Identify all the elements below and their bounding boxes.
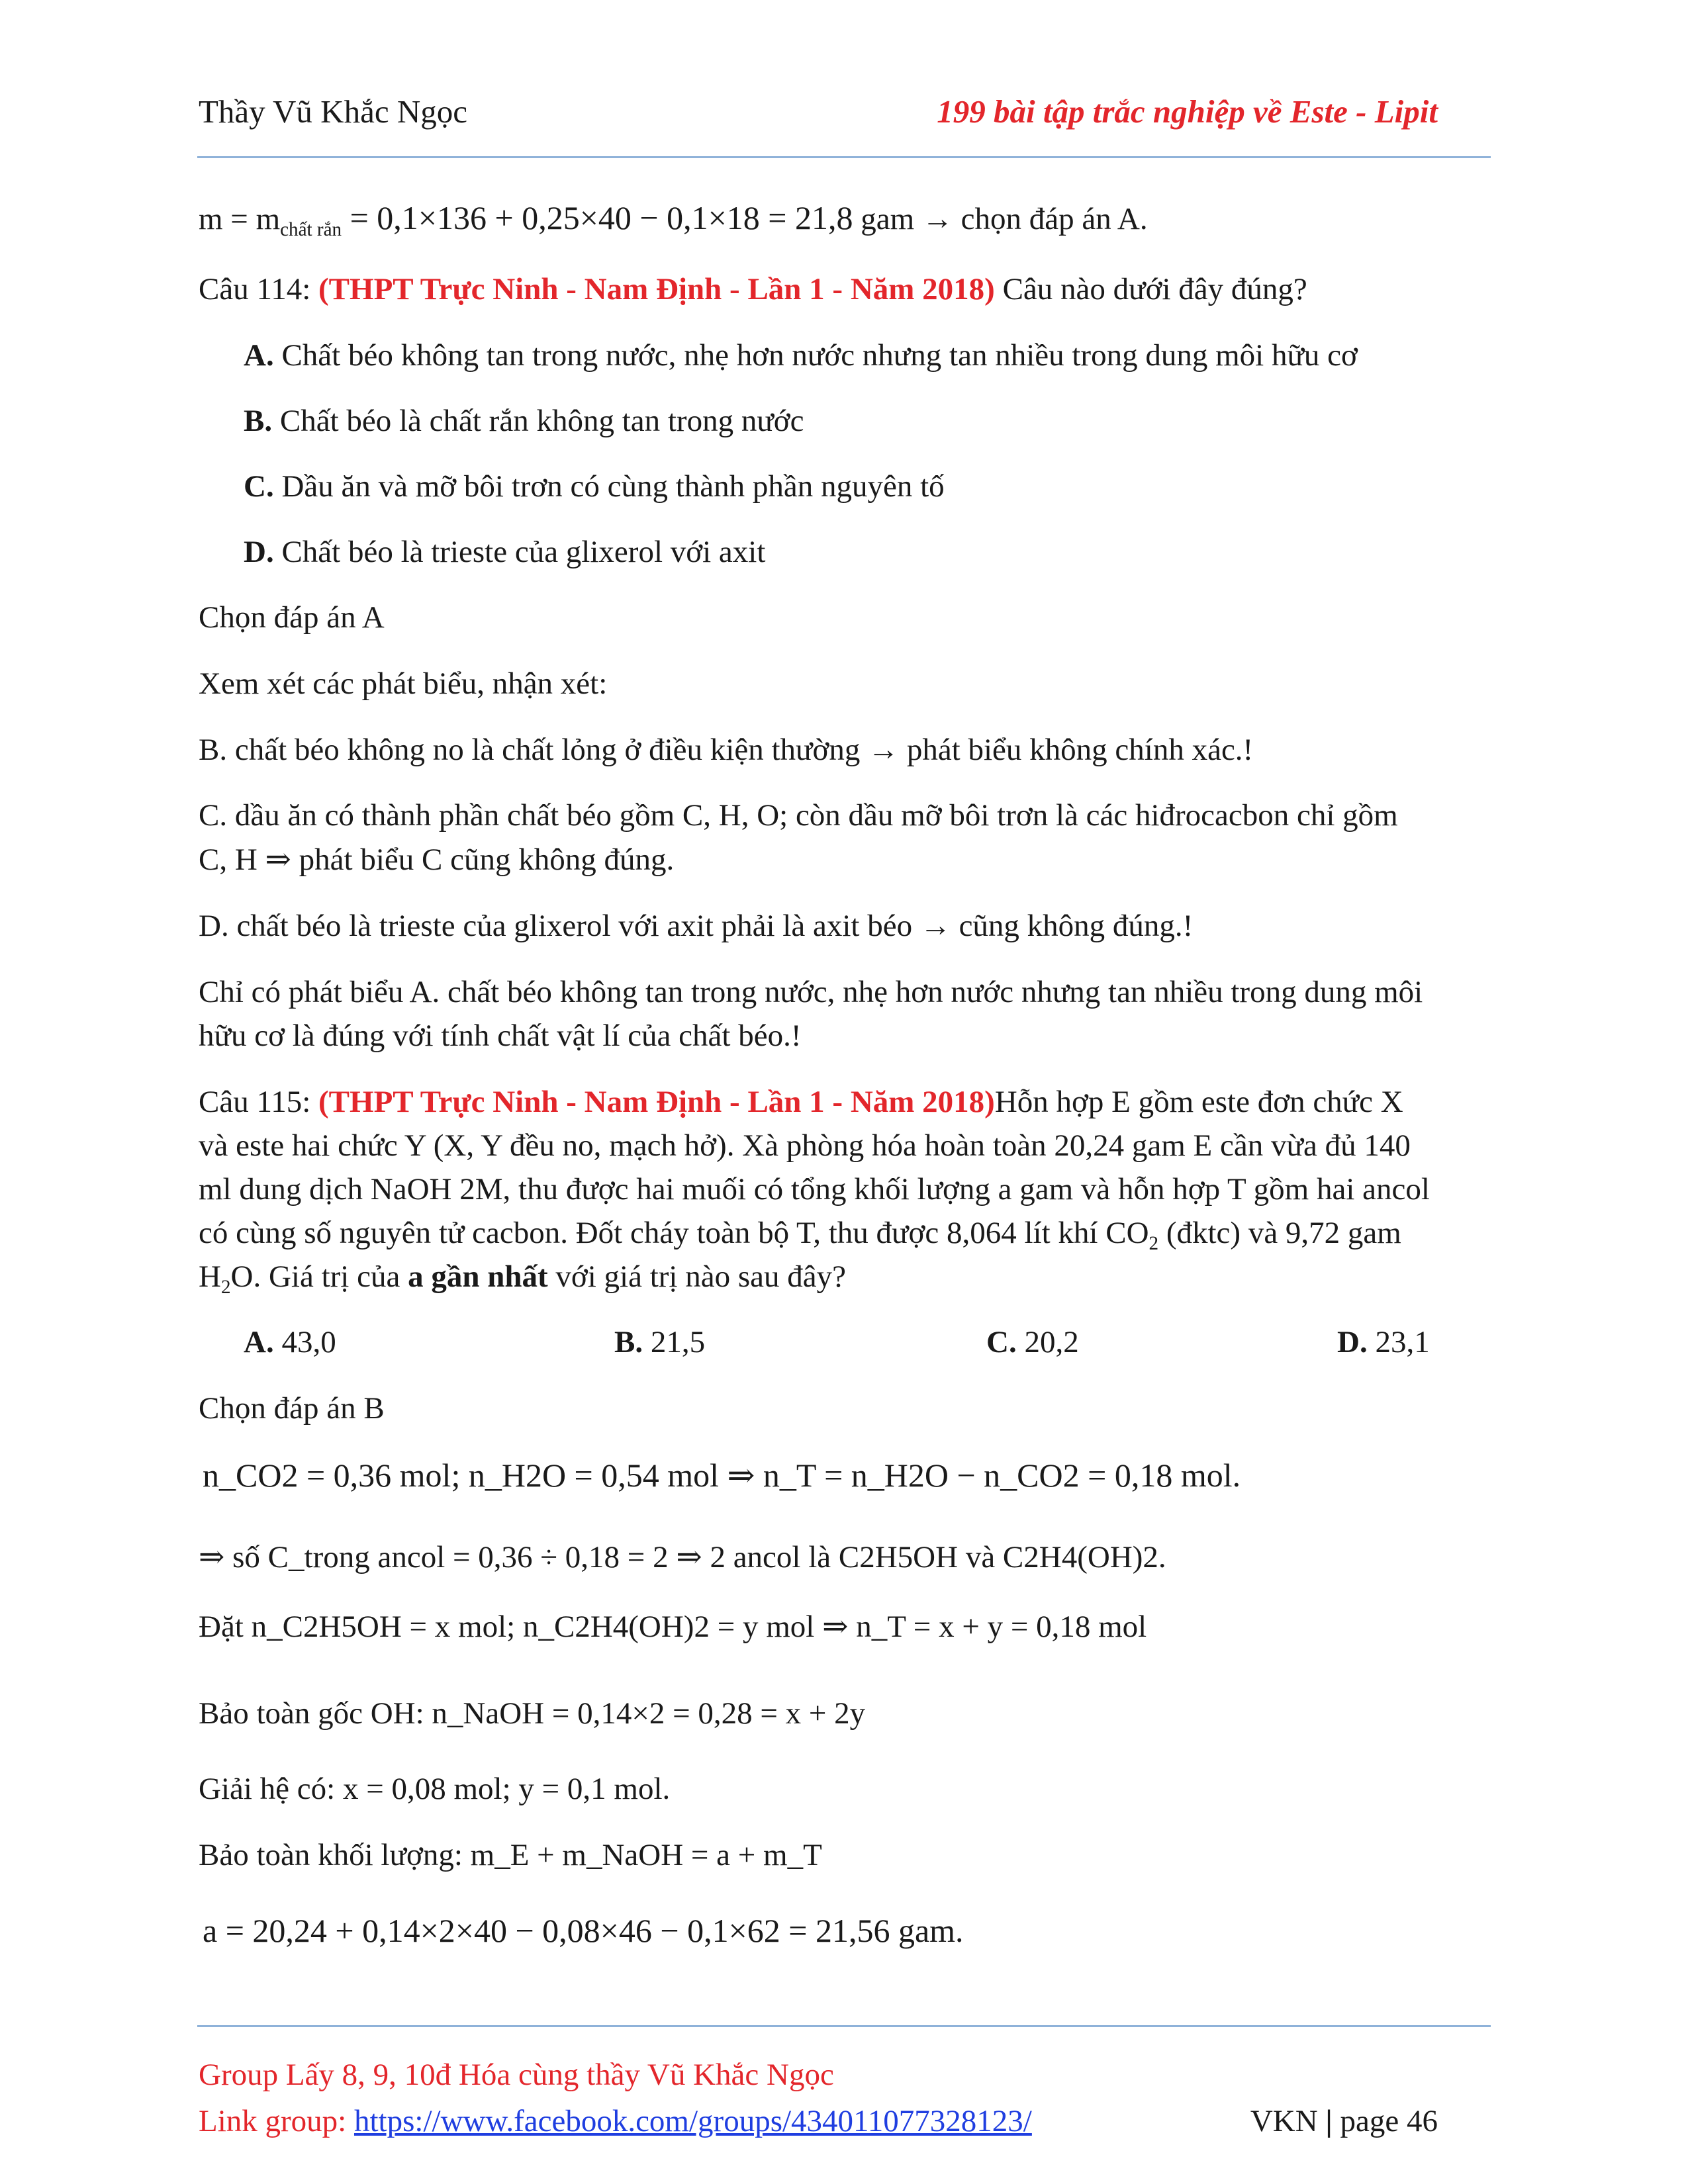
header-author: Thầy Vũ Khắc Ngọc: [199, 93, 467, 130]
footer-page: VKN | page 46: [1250, 2104, 1438, 2138]
footer-rule: [197, 2025, 1491, 2027]
q114-explain-c-line1: C. dầu ăn có thành phần chất béo gồm C, H, O; còn dầu mỡ bôi trơn là các hiđrocacbon chỉ gồm: [199, 798, 1398, 833]
q114-option-d: D. Chất béo là trieste của glixerol với axit: [244, 535, 766, 569]
q114-answer: Chọn đáp án A: [199, 600, 385, 635]
q115-text-line2: và este hai chức Y (X, Y đều no, mạch hở). Xà phòng hóa hoàn toàn 20,24 gam E cần vừa đủ 140: [199, 1128, 1411, 1163]
q114-explain-intro: Xem xét các phát biểu, nhận xét:: [199, 666, 608, 701]
q115-option-a: A. 43,0: [244, 1325, 336, 1359]
q114-option-b: B. Chất béo là chất rắn không tan trong nước: [244, 404, 804, 438]
q114-option-c: C. Dầu ăn và mỡ bôi trơn có cùng thành phần nguyên tố: [244, 469, 945, 504]
q115-answer: Chọn đáp án B: [199, 1391, 385, 1426]
solution-step-6: Bảo toàn khối lượng: m_E + m_NaOH = a + m_T: [199, 1838, 822, 1872]
q114-explain-d: D. chất béo là trieste của glixerol với axit phải là axit béo → cũng không đúng.!: [199, 909, 1194, 943]
footer-link-label: Link group:: [199, 2104, 354, 2138]
solution-step-4: Bảo toàn gốc OH: n_NaOH = 0,14×2 = 0,28 = x + 2y: [199, 1696, 866, 1731]
calc-mass-line: $m = m_{chất rắn} = 0,1\times 136 + 0,25\times 40 - 0,1\times 18 = 21,8$ gam → chọn đáp án A.: [199, 199, 1148, 241]
q114-option-a: A. Chất béo không tan trong nước, nhẹ hơn nước nhưng tan nhiều trong dung môi hữu cơ: [244, 338, 1358, 373]
q115-option-b: B. 21,5: [614, 1325, 706, 1359]
footer-group: Group Lấy 8, 9, 10đ Hóa cùng thầy Vũ Khắc Ngọc: [199, 2058, 834, 2092]
solution-step-2: ⇒ số C_trong ancol = 0,36 ÷ 0,18 = 2 ⇒ 2 ancol là C2H5OH và C2H4(OH)2.: [199, 1540, 1166, 1574]
header-rule: [197, 156, 1491, 158]
footer-group-link[interactable]: https://www.facebook.com/groups/434011077328123/: [353, 2104, 1032, 2138]
question-114-stem: Câu 114: (THPT Trực Ninh - Nam Định - Lần 1 - Năm 2018) Câu nào dưới đây đúng?: [199, 272, 1307, 306]
q115-text-line3: ml dung dịch NaOH 2M, thu được hai muối có tổng khối lượng a gam và hỗn hợp T gồm hai ancol: [199, 1172, 1430, 1206]
q114-explain-b: B. chất béo không no là chất lỏng ở điều kiện thường → phát biểu không chính xác.!: [199, 733, 1254, 767]
q115-text-line4: có cùng số nguyên tử cacbon. Đốt cháy toàn bộ T, thu được 8,064 lít khí $CO_2$ (đktc) và 9,72 gam: [199, 1216, 1401, 1255]
q115-option-c: C. 20,2: [986, 1325, 1079, 1359]
q114-explain-a-line2: hữu cơ là đúng với tính chất vật lí của chất béo.!: [199, 1019, 802, 1053]
footer-link-row: [199, 2103, 1032, 2139]
q114-explain-a-line1: Chỉ có phát biểu A. chất béo không tan trong nước, nhẹ hơn nước nhưng tan nhiều trong dung môi: [199, 975, 1423, 1009]
q115-option-d: D. 23,1: [1337, 1325, 1430, 1359]
solution-step-1: n_CO2 = 0,36 mol; n_H2O = 0,54 mol ⇒ n_T = n_H2O − n_CO2 = 0,18 mol.: [203, 1457, 1241, 1494]
solution-step-5: Giải hệ có: x = 0,08 mol; y = 0,1 mol.: [199, 1772, 671, 1806]
solution-step-3: Đặt n_C2H5OH = x mol; n_C2H4(OH)2 = y mol ⇒ n_T = x + y = 0,18 mol: [199, 1610, 1147, 1644]
q114-explain-c-line2: C, H ⇒ phát biểu C cũng không đúng.: [199, 842, 675, 877]
header-title: 199 bài tập trắc nghiệp về Este - Lipit: [937, 93, 1438, 130]
question-115-stem: Câu 115: (THPT Trực Ninh - Nam Định - Lần 1 - Năm 2018)Hỗn hợp E gồm este đơn chức X: [199, 1085, 1403, 1119]
q115-text-line5: $H_2O$. Giá trị của a gần nhất với giá trị nào sau đây?: [199, 1259, 846, 1298]
solution-step-7: a = 20,24 + 0,14×2×40 − 0,08×46 − 0,1×62 = 21,56 gam.: [203, 1912, 964, 1949]
